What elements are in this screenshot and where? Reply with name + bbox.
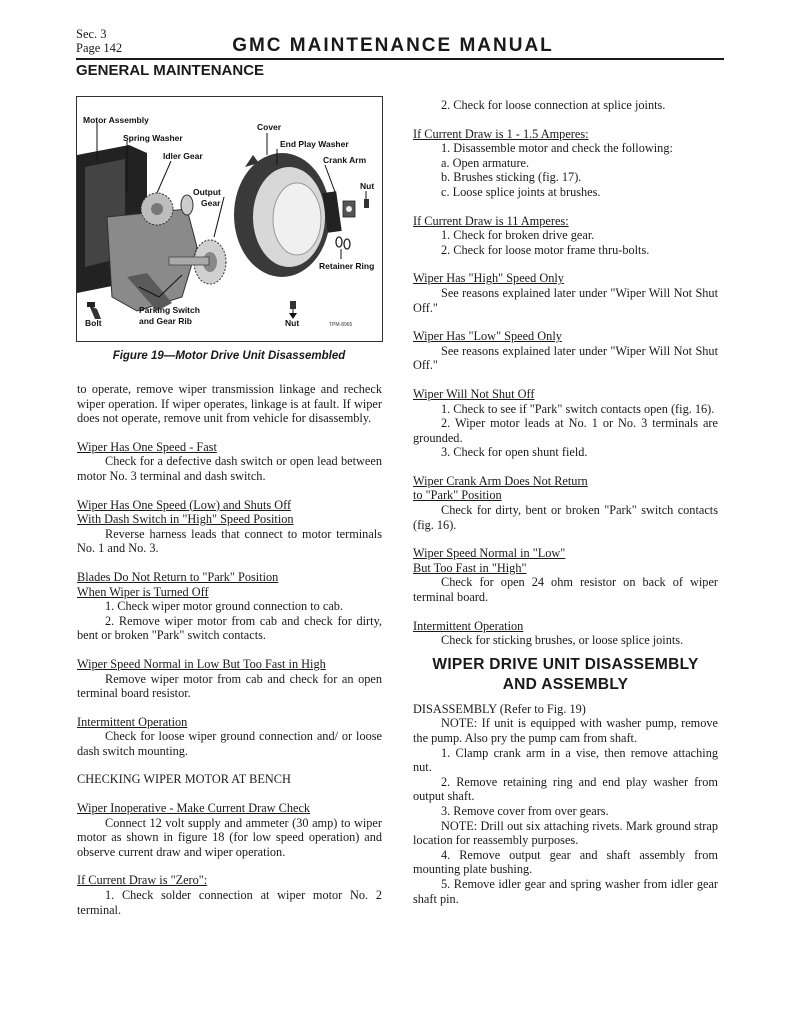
label-nut-top: Nut: [360, 181, 375, 191]
list-item: 1. Check to see if "Park" switch contacts open (fig. 16).: [441, 401, 715, 416]
list-item: 1. Disassemble motor and check the following:: [441, 141, 673, 156]
bolt: [87, 302, 101, 319]
figure-code: TPM-8965: [329, 322, 353, 328]
subheading: Wiper Inoperative - Make Current Draw Check: [77, 801, 311, 816]
list-item: 3. Check for open shunt field.: [441, 445, 588, 460]
paragraph: Connect 12 volt supply and ammeter (30 amp) to wiper motor as shown in figure 18 (for low speed operation) and observe current draw and wiper operation.: [77, 815, 382, 859]
subheading: Wiper Has One Speed (Low) and Shuts Off: [77, 497, 292, 512]
idler-gear: [141, 193, 173, 225]
list-item: 2. Wiper motor leads at No. 1 or No. 3 terminals are grounded.: [413, 416, 718, 445]
subheading: Wiper Has "High" Speed Only: [413, 271, 564, 286]
label-spring-washer: Spring Washer: [123, 133, 183, 143]
retainer-ring: [336, 237, 342, 247]
list-item: 1. Check solder connection at wiper motor No. 2 terminal.: [77, 888, 382, 917]
subheading: With Dash Switch in "High" Speed Position: [77, 512, 294, 527]
paragraph: Check for sticking brushes, or loose splice joints.: [441, 633, 684, 648]
subheading: Wiper Speed Normal in Low But Too Fast in High: [77, 656, 326, 671]
step: 1. Clamp crank arm in a vise, then remove attaching nut.: [413, 745, 718, 775]
subheading: If Current Draw is 1 - 1.5 Amperes:: [413, 126, 589, 141]
label-retainer-ring: Retainer Ring: [319, 261, 375, 271]
note: NOTE: Drill out six attaching rivets. Mark ground strap location for reassembly purposes.: [413, 818, 718, 848]
subheading: Wiper Will Not Shut Off: [413, 386, 535, 401]
figure-caption: Figure 19—Motor Drive Unit Disassembled: [112, 350, 346, 362]
label-motor-assembly: Motor Assembly: [83, 115, 149, 125]
paragraph: to operate, remove wiper transmission linkage and recheck wiper operation. If wiper operates, linkage is at fault. If wiper does not operate, remove unit from vehicle for disassembly.: [77, 382, 382, 426]
list-item: 1. Check wiper motor ground connection to cab.: [105, 599, 344, 614]
subheading: If Current Draw is "Zero":: [77, 873, 208, 888]
nut-bottom: [289, 301, 297, 319]
nut-top: [364, 199, 369, 208]
cover: [234, 153, 330, 277]
list-item: c. Loose splice joints at brushes.: [441, 184, 601, 199]
right-column: [413, 98, 718, 906]
list-item: 2. Check for loose connection at splice joints.: [441, 98, 666, 112]
label-crank-arm: Crank Arm: [323, 155, 367, 165]
section-heading: GENERAL MAINTENANCE: [76, 62, 265, 79]
step: 5. Remove idler gear and spring washer from idler gear shaft pin.: [413, 876, 718, 906]
step: 2. Remove retaining ring and end play washer from output shaft.: [413, 774, 718, 804]
subheading: If Current Draw is 11 Amperes:: [413, 213, 569, 228]
page-number: Page 142: [76, 41, 123, 55]
motor-drive-illustration: [77, 97, 382, 341]
label-bolt: Bolt: [85, 318, 102, 328]
subheading: Wiper Speed Normal in "Low": [413, 546, 566, 561]
main-heading-line-1: WIPER DRIVE UNIT DISASSEMBLY: [432, 655, 699, 673]
manual-title: GMC MAINTENANCE MANUAL: [232, 35, 554, 56]
section-number: Sec. 3: [76, 27, 107, 41]
list-item: b. Brushes sticking (fig. 17).: [441, 170, 582, 185]
step: 4. Remove output gear and shaft assembly from mounting plate bushing.: [413, 847, 718, 877]
paragraph: Reverse harness leads that connect to motor terminals No. 1 and No. 3.: [77, 526, 382, 556]
section-subheading: CHECKING WIPER MOTOR AT BENCH: [77, 772, 291, 787]
header-rule: [76, 58, 724, 60]
subheading: to "Park" Position: [413, 488, 502, 503]
list-item: a. Open armature.: [441, 155, 530, 170]
paragraph: Check for dirty, bent or broken "Park" switch contacts (fig. 16).: [413, 503, 718, 532]
label-cover: Cover: [257, 122, 282, 132]
subheading: Wiper Crank Arm Does Not Return: [413, 473, 588, 488]
figure-motor-drive-unit: [76, 96, 383, 342]
label-end-play-washer: End Play Washer: [280, 139, 349, 149]
label-output-gear-1: Output: [193, 187, 221, 197]
step: 3. Remove cover from over gears.: [441, 803, 609, 818]
left-column: [77, 382, 382, 917]
label-idler-gear: Idler Gear: [163, 151, 203, 161]
subheading: Blades Do Not Return to "Park" Position: [77, 569, 279, 584]
label-nut-bottom: Nut: [285, 318, 300, 328]
subheading: Wiper Has One Speed - Fast: [77, 439, 217, 454]
subheading: But Too Fast in "High": [413, 560, 527, 575]
main-heading-line-2: AND ASSEMBLY: [502, 675, 629, 693]
end-play-washer-part: [344, 239, 350, 249]
paragraph: Remove wiper motor from cab and check for an open terminal board resistor.: [77, 671, 382, 701]
spring-washer: [181, 195, 193, 215]
crank-arm: [322, 191, 355, 233]
subheading: When Wiper is Turned Off: [77, 584, 209, 599]
label-parking-switch-1: Parking Switch: [139, 305, 200, 315]
subheading: Intermittent Operation: [413, 618, 524, 633]
label-parking-switch-2: and Gear Rib: [139, 316, 192, 326]
subheading: Intermittent Operation: [77, 714, 188, 729]
list-item: 1. Check for broken drive gear.: [441, 228, 595, 243]
note: NOTE: If unit is equipped with washer pump, remove the pump. Also pry the pump cam from shaft.: [413, 716, 718, 745]
list-item: 2. Check for loose motor frame thru-bolts.: [441, 242, 650, 257]
paragraph: Check for loose wiper ground connection and/ or loose dash switch mounting.: [77, 729, 382, 758]
label-output-gear-2: Gear: [201, 198, 221, 208]
paragraph: See reasons explained later under "Wiper Will Not Shut Off.": [413, 285, 718, 315]
subheading: Wiper Has "Low" Speed Only: [413, 329, 562, 344]
list-item: 2. Remove wiper motor from cab and check for dirty, bent or broken "Park" switch contacts.: [77, 613, 382, 643]
paragraph: See reasons explained later under "Wiper Will Not Shut Off.": [413, 343, 718, 373]
paragraph: Check for open 24 ohm resistor on back of wiper terminal board.: [413, 575, 718, 605]
procedure-heading: DISASSEMBLY (Refer to Fig. 19): [413, 701, 586, 716]
paragraph: Check for a defective dash switch or open lead between motor No. 3 terminal and dash switch.: [77, 454, 382, 483]
